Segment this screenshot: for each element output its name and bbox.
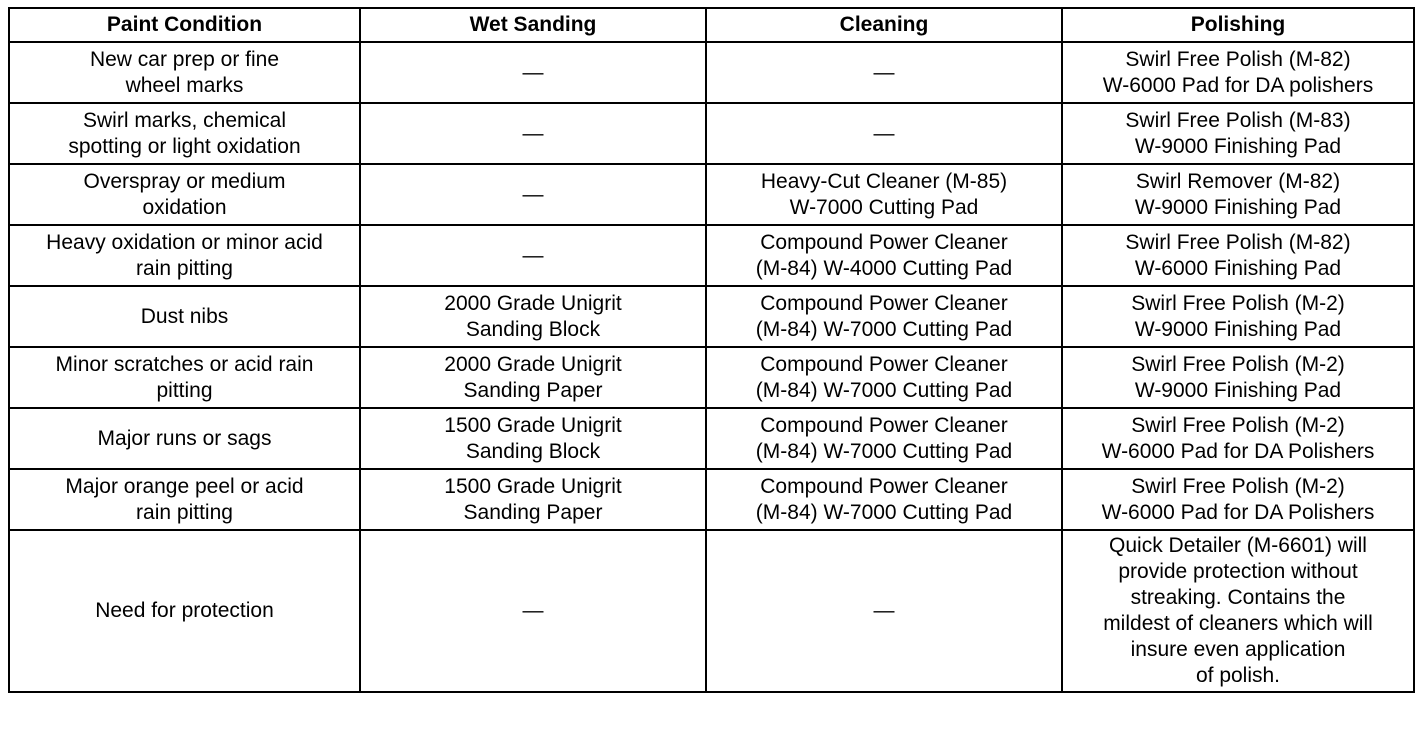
cell-condition: Overspray or medium oxidation <box>9 164 360 225</box>
table-row <box>9 408 1414 469</box>
cell-wet-sanding: 2000 Grade Unigrit Sanding Block <box>360 286 706 347</box>
cell-condition: Major runs or sags <box>9 408 360 469</box>
cell-condition: Minor scratches or acid rain pitting <box>9 347 360 408</box>
cell-condition: Swirl marks, chemical spotting or light oxidation <box>9 103 360 164</box>
cell-wet-sanding: — <box>360 225 706 286</box>
cell-wet-sanding: 1500 Grade Unigrit Sanding Block <box>360 408 706 469</box>
cell-cleaning: Compound Power Cleaner (M-84) W-7000 Cutting Pad <box>706 469 1062 530</box>
cell-cleaning: Heavy-Cut Cleaner (M-85) W-7000 Cutting Pad <box>706 164 1062 225</box>
cell-polishing: Quick Detailer (M-6601) will provide protection without streaking. Contains the mildest of cleaners which will insure even application of polish. <box>1062 530 1414 692</box>
header-wet-sanding: Wet Sanding <box>360 8 706 42</box>
table-row <box>9 42 1414 103</box>
cell-wet-sanding: — <box>360 164 706 225</box>
cell-polishing: Swirl Free Polish (M-82) W-6000 Finishing Pad <box>1062 225 1414 286</box>
table-row <box>9 103 1414 164</box>
header-row <box>9 8 1414 42</box>
cell-condition: New car prep or fine wheel marks <box>9 42 360 103</box>
cell-wet-sanding: 2000 Grade Unigrit Sanding Paper <box>360 347 706 408</box>
cell-cleaning: — <box>706 530 1062 692</box>
cell-wet-sanding: — <box>360 42 706 103</box>
paint-condition-table <box>8 7 1415 693</box>
cell-wet-sanding: — <box>360 530 706 692</box>
table-row <box>9 530 1414 692</box>
cell-cleaning: — <box>706 42 1062 103</box>
cell-cleaning: Compound Power Cleaner (M-84) W-7000 Cutting Pad <box>706 408 1062 469</box>
cell-condition: Need for protection <box>9 530 360 692</box>
table-row <box>9 225 1414 286</box>
cell-wet-sanding: 1500 Grade Unigrit Sanding Paper <box>360 469 706 530</box>
cell-condition: Dust nibs <box>9 286 360 347</box>
cell-polishing: Swirl Free Polish (M-2) W-9000 Finishing Pad <box>1062 347 1414 408</box>
table-row <box>9 469 1414 530</box>
cell-cleaning: — <box>706 103 1062 164</box>
cell-polishing: Swirl Free Polish (M-82) W-6000 Pad for DA polishers <box>1062 42 1414 103</box>
cell-cleaning: Compound Power Cleaner (M-84) W-4000 Cutting Pad <box>706 225 1062 286</box>
header-cleaning: Cleaning <box>706 8 1062 42</box>
cell-polishing: Swirl Remover (M-82) W-9000 Finishing Pad <box>1062 164 1414 225</box>
cell-cleaning: Compound Power Cleaner (M-84) W-7000 Cutting Pad <box>706 347 1062 408</box>
cell-condition: Heavy oxidation or minor acid rain pitting <box>9 225 360 286</box>
cell-polishing: Swirl Free Polish (M-2) W-9000 Finishing Pad <box>1062 286 1414 347</box>
table-row <box>9 164 1414 225</box>
cell-wet-sanding: — <box>360 103 706 164</box>
table-row <box>9 286 1414 347</box>
header-polishing: Polishing <box>1062 8 1414 42</box>
cell-polishing: Swirl Free Polish (M-83) W-9000 Finishing Pad <box>1062 103 1414 164</box>
cell-polishing: Swirl Free Polish (M-2) W-6000 Pad for DA Polishers <box>1062 469 1414 530</box>
table-row <box>9 347 1414 408</box>
cell-polishing: Swirl Free Polish (M-2) W-6000 Pad for DA Polishers <box>1062 408 1414 469</box>
header-paint-condition: Paint Condition <box>9 8 360 42</box>
cell-condition: Major orange peel or acid rain pitting <box>9 469 360 530</box>
cell-cleaning: Compound Power Cleaner (M-84) W-7000 Cutting Pad <box>706 286 1062 347</box>
